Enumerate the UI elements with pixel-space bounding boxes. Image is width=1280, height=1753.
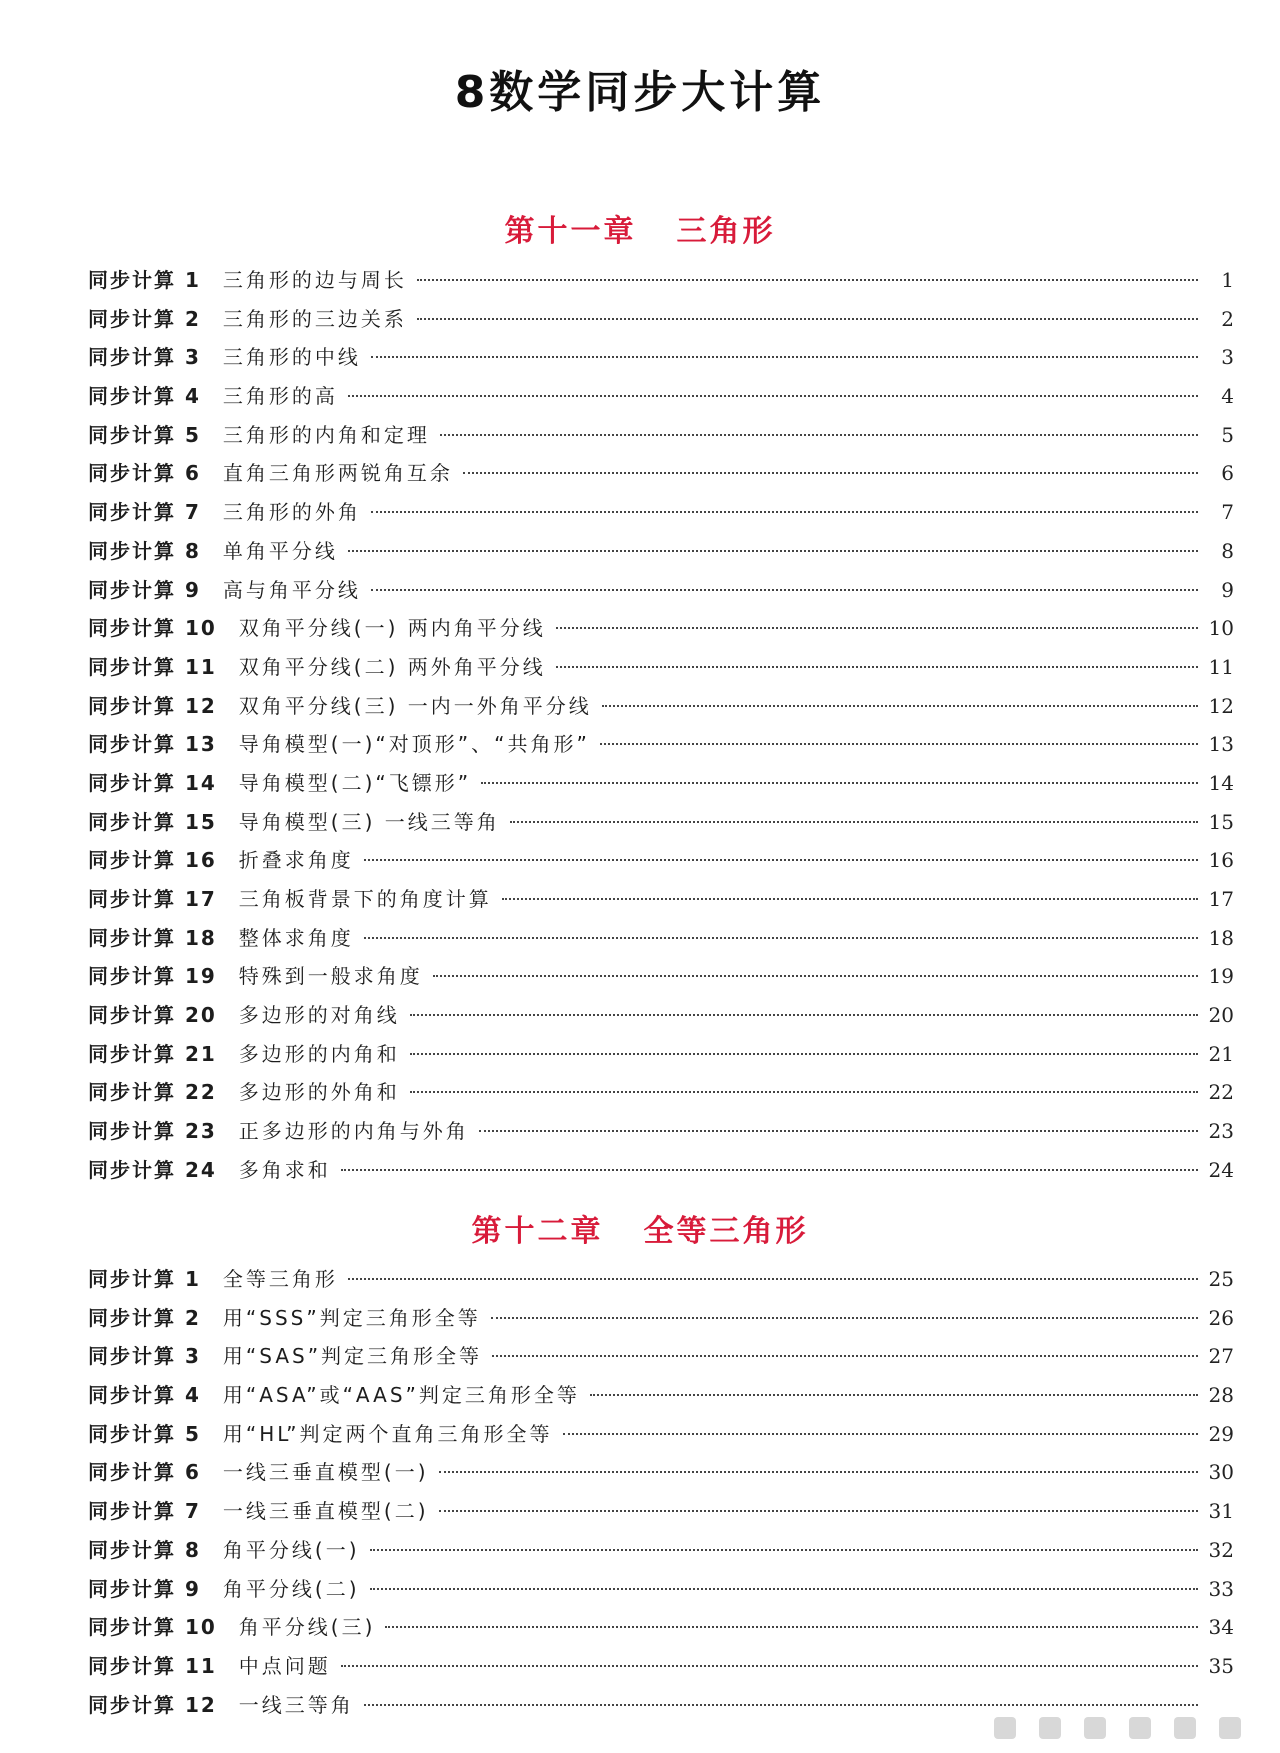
dot-leader [563,1433,1198,1435]
watermark-icon [1084,1717,1106,1739]
toc-entry[interactable] [88,264,1234,303]
toc-entry-title: 用“HL”判定两个直角三角形全等 [222,1421,553,1446]
toc-entry[interactable] [88,1076,1234,1115]
toc-entry-title: 一线三等角 [238,1692,354,1717]
toc-entry[interactable] [88,457,1234,496]
toc-entry-page: 33 [1208,1576,1234,1601]
toc-entry-page: 9 [1221,577,1234,602]
toc-entry-label: 同步计算 14 [88,770,217,795]
toc-entry-title: 用“SSS”判定三角形全等 [222,1305,481,1330]
toc-entry-title: 中点问题 [238,1653,331,1678]
dot-leader [370,1588,1199,1590]
toc-entry-page: 14 [1208,770,1234,795]
dot-leader [440,434,1198,436]
toc-entry-label: 同步计算 4 [88,384,201,409]
toc-entry-label: 同步计算 1 [88,268,201,292]
dot-leader [433,975,1198,977]
toc-entry-label: 同步计算 10 [88,1615,217,1640]
toc-entry-title: 全等三角形 [222,1267,338,1291]
toc-entry[interactable] [88,1379,1234,1418]
toc-entry-title: 多角求和 [238,1157,331,1182]
watermark-icon [1174,1717,1196,1739]
toc-entry-title: 导角模型(二)“飞镖形” [238,770,472,795]
toc-entry-label: 同步计算 6 [88,461,201,486]
toc-entry-label: 同步计算 2 [88,1305,201,1330]
toc-entry-page: 4 [1221,384,1234,409]
toc-entry-label: 同步计算 24 [88,1157,217,1182]
toc-entry-page: 5 [1221,422,1234,447]
toc-entry-title: 三角形的边与周长 [222,268,407,292]
toc-entry-title: 导角模型(三) 一线三等角 [238,809,500,834]
toc-entry-title: 三角形的中线 [222,345,361,370]
dot-leader [492,1355,1198,1357]
dot-leader [510,821,1198,823]
toc-entry-label: 同步计算 11 [88,654,217,679]
toc-entry[interactable] [88,1263,1234,1302]
dot-leader [556,666,1198,668]
toc-entry-page: 24 [1208,1157,1234,1182]
toc-entry-page: 34 [1208,1615,1234,1640]
toc-entry-page: 13 [1208,732,1234,757]
dot-leader [481,782,1198,784]
toc-entry-title: 用“SAS”判定三角形全等 [222,1344,483,1369]
dot-leader [600,743,1198,745]
toc-entry[interactable] [88,380,1234,419]
dot-leader [341,1665,1198,1667]
toc-entry-page: 1 [1221,268,1234,292]
page-title: 8数学同步大计算 [454,67,826,118]
toc-entry-page: 11 [1208,654,1234,679]
chapter-number: 第十一章 [504,214,637,249]
toc-entry-title: 正多边形的内角与外角 [238,1119,469,1144]
toc-entry-title: 三角形的三边关系 [222,306,407,331]
dot-leader [417,318,1198,320]
toc-entry-label: 同步计算 3 [88,1344,201,1369]
toc-list-chapter-11 [88,264,1234,1193]
toc-entry[interactable] [88,1115,1234,1154]
toc-entry-label: 同步计算 9 [88,577,201,602]
toc-entry[interactable] [88,341,1234,380]
toc-entry-title: 导角模型(一)“对顶形”、“共角形” [238,732,590,757]
dot-leader [502,898,1198,900]
toc-entry-title: 双角平分线(三) 一内一外角平分线 [238,693,592,718]
toc-entry[interactable] [88,999,1234,1038]
toc-entry-page: 23 [1208,1119,1234,1144]
toc-entry-page: 2 [1221,306,1234,331]
toc-entry-page: 29 [1208,1421,1234,1446]
toc-entry-label: 同步计算 10 [88,616,217,641]
dot-leader [556,627,1198,629]
toc-entry-title: 三角形的外角 [222,500,361,525]
toc-entry-label: 同步计算 8 [88,1537,201,1562]
dot-leader [364,1704,1198,1706]
toc-entry-title: 一线三垂直模型(二) [222,1499,429,1524]
toc-entry-page: 30 [1208,1460,1234,1485]
toc-entry-title: 三角形的内角和定理 [222,422,430,447]
toc-entry-label: 同步计算 3 [88,345,201,370]
chapter-title-11 [0,206,1280,250]
dot-leader [348,1278,1198,1280]
dot-leader [410,1014,1198,1016]
toc-entry[interactable] [88,960,1234,999]
toc-entry-page: 17 [1208,887,1234,911]
dot-leader [491,1317,1198,1319]
toc-entry-label: 同步计算 7 [88,1499,201,1524]
toc-entry-label: 同步计算 2 [88,306,201,331]
toc-entry[interactable] [88,574,1234,613]
toc-entry-title: 角平分线(一) [222,1537,360,1562]
toc-entry-page: 27 [1208,1344,1234,1369]
watermark-icon [1219,1717,1241,1739]
toc-entry-title: 双角平分线(一) 两内角平分线 [238,616,546,641]
toc-entry-label: 同步计算 13 [88,732,217,757]
dot-leader [417,279,1198,281]
toc-list-chapter-12 [88,1263,1234,1727]
toc-entry-label: 同步计算 23 [88,1119,217,1144]
toc-entry-page: 25 [1208,1267,1234,1291]
toc-entry-page: 12 [1208,693,1234,718]
toc-entry[interactable] [88,1302,1234,1341]
toc-entry-page: 8 [1221,538,1234,563]
toc-entry[interactable] [88,806,1234,845]
toc-entry-label: 同步计算 9 [88,1576,201,1601]
toc-entry[interactable] [88,922,1234,961]
watermark [982,1711,1252,1745]
toc-entry[interactable] [88,612,1234,651]
toc-entry-title: 角平分线(二) [222,1576,360,1601]
toc-entry-page: 21 [1208,1041,1234,1066]
chapter-name: 三角形 [676,214,776,249]
toc-entry-title: 用“ASA”或“AAS”判定三角形全等 [222,1383,580,1408]
dot-leader [364,859,1198,861]
watermark-icon [1039,1717,1061,1739]
dot-leader [410,1091,1198,1093]
toc-entry-page: 7 [1221,500,1234,525]
toc-entry[interactable] [88,535,1234,574]
toc-entry[interactable] [88,1495,1234,1534]
toc-entry[interactable] [88,767,1234,806]
toc-entry-page: 26 [1208,1305,1234,1330]
toc-entry-label: 同步计算 4 [88,1383,201,1408]
toc-entry[interactable] [88,1340,1234,1379]
dot-leader [371,356,1198,358]
toc-entry-page: 16 [1208,848,1234,873]
toc-entry[interactable] [88,651,1234,690]
toc-entry-title: 单角平分线 [222,538,338,563]
toc-entry-title: 特殊到一般求角度 [238,964,423,989]
dot-leader [371,589,1198,591]
toc-entry[interactable] [88,690,1234,729]
toc-entry-page: 32 [1208,1537,1234,1562]
toc-entry[interactable] [88,1456,1234,1495]
toc-entry-title: 直角三角形两锐角互余 [222,461,453,486]
toc-entry-page: 19 [1208,964,1234,989]
toc-entry-title: 整体求角度 [238,925,354,950]
chapter-number: 第十二章 [471,1214,604,1249]
dot-leader [439,1471,1199,1473]
toc-entry-title: 多边形的对角线 [238,1003,400,1028]
dot-leader [410,1053,1198,1055]
dot-leader [479,1130,1198,1132]
toc-entry[interactable] [88,1611,1234,1650]
toc-entry-label: 同步计算 12 [88,693,217,718]
toc-entry[interactable] [88,419,1234,458]
toc-entry-title: 多边形的外角和 [238,1080,400,1105]
dot-leader [364,937,1198,939]
toc-entry-label: 同步计算 21 [88,1041,217,1066]
toc-entry-title: 一线三垂直模型(一) [222,1460,429,1485]
dot-leader [602,705,1198,707]
toc-entry[interactable] [88,1573,1234,1612]
toc-entry-label: 同步计算 6 [88,1460,201,1485]
toc-entry-page: 3 [1221,345,1234,370]
dot-leader [370,1549,1199,1551]
toc-entry[interactable] [88,1534,1234,1573]
chapter-title-12 [0,1206,1280,1250]
toc-entry-page: 31 [1208,1499,1234,1524]
dot-leader [371,511,1198,513]
toc-entry-title: 多边形的内角和 [238,1041,400,1066]
toc-entry[interactable] [88,1418,1234,1457]
toc-entry-label: 同步计算 16 [88,848,217,873]
toc-entry-page: 10 [1208,616,1234,641]
toc-entry-label: 同步计算 11 [88,1653,217,1678]
dot-leader [385,1626,1198,1628]
toc-entry-label: 同步计算 1 [88,1267,201,1291]
toc-entry[interactable] [88,883,1234,922]
toc-entry-title: 角平分线(三) [238,1615,376,1640]
toc-entry[interactable] [88,844,1234,883]
dot-leader [348,550,1198,552]
toc-entry-label: 同步计算 18 [88,925,217,950]
toc-entry-title: 三角形的高 [222,384,338,409]
toc-entry-page: 28 [1208,1383,1234,1408]
toc-entry-title: 高与角平分线 [222,577,361,602]
toc-entry-title: 双角平分线(二) 两外角平分线 [238,654,546,679]
toc-entry-label: 同步计算 7 [88,500,201,525]
toc-entry-label: 同步计算 22 [88,1080,217,1105]
toc-entry-title: 折叠求角度 [238,848,354,873]
toc-entry-title: 三角板背景下的角度计算 [238,887,492,911]
toc-entry-label: 同步计算 8 [88,538,201,563]
chapter-name: 全等三角形 [643,1214,809,1249]
dot-leader [590,1394,1198,1396]
toc-entry-page: 15 [1208,809,1234,834]
toc-entry-label: 同步计算 20 [88,1003,217,1028]
toc-entry[interactable] [88,728,1234,767]
toc-entry-label: 同步计算 5 [88,422,201,447]
watermark-icon [1129,1717,1151,1739]
toc-entry[interactable] [88,496,1234,535]
toc-entry-label: 同步计算 12 [88,1692,217,1717]
toc-entry-label: 同步计算 19 [88,964,217,989]
toc-entry[interactable] [88,1154,1234,1193]
toc-entry-label: 同步计算 5 [88,1421,201,1446]
toc-entry[interactable] [88,1650,1234,1689]
toc-entry-page: 6 [1221,461,1234,486]
dot-leader [463,472,1198,474]
toc-entry[interactable] [88,1038,1234,1077]
toc-entry-page: 20 [1208,1003,1234,1028]
dot-leader [439,1510,1199,1512]
watermark-icon [994,1717,1016,1739]
toc-entry[interactable] [88,303,1234,342]
toc-entry-page: 35 [1208,1653,1234,1678]
dot-leader [341,1169,1198,1171]
dot-leader [348,395,1198,397]
toc-entry-label: 同步计算 15 [88,809,217,834]
toc-entry-page: 18 [1208,925,1234,950]
toc-entry-page: 22 [1208,1080,1234,1105]
toc-entry-label: 同步计算 17 [88,887,217,911]
